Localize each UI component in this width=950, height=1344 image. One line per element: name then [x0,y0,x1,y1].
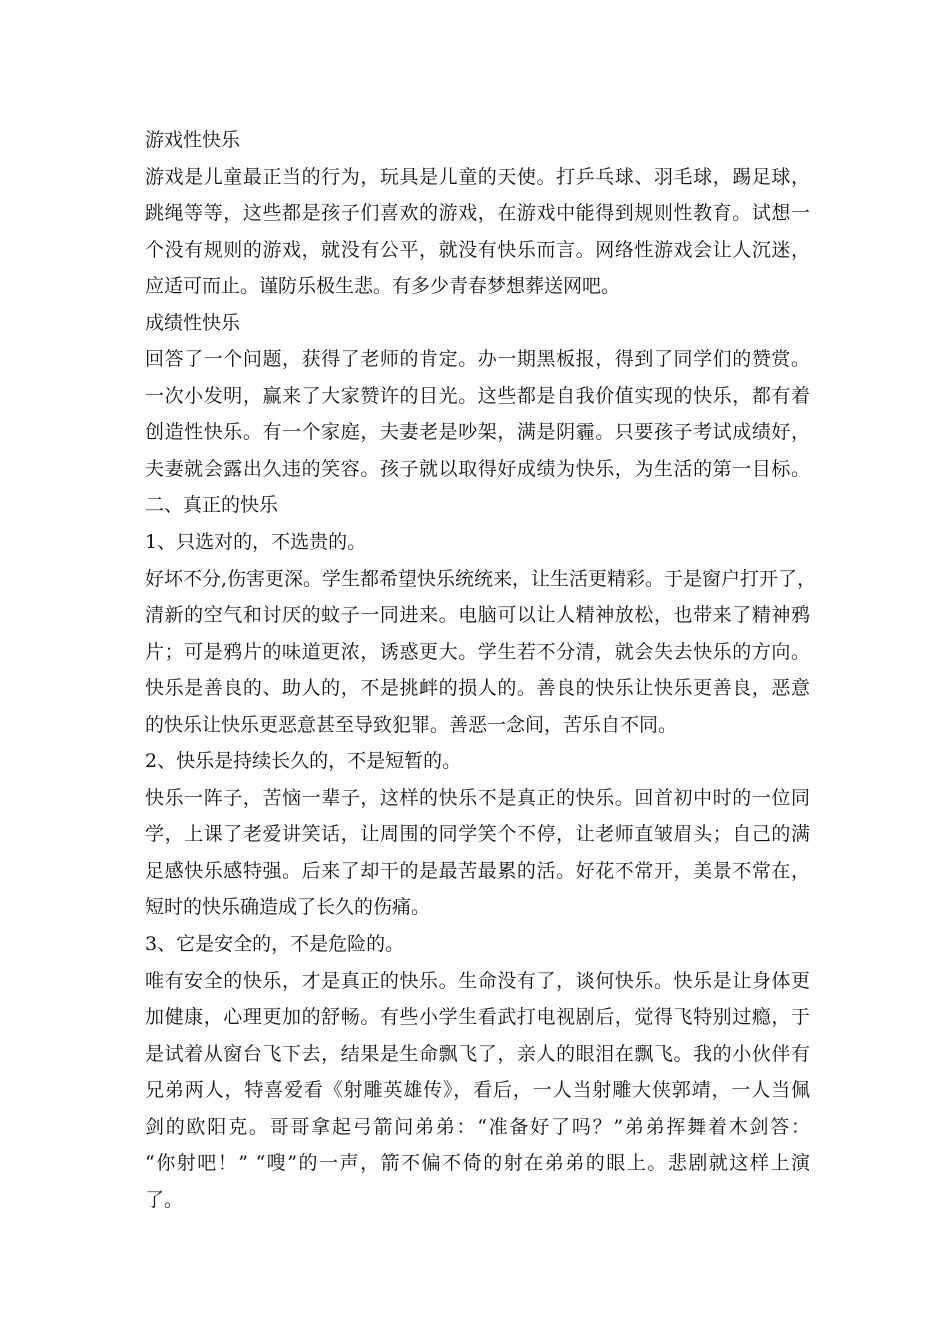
text-line: 游戏是儿童最正当的行为，玩具是儿童的天使。打乒乓球、羽毛球，踢足球， [145,165,810,188]
text-line: 快乐一阵子，苦恼一辈子，这样的快乐不是真正的快乐。回首初中时的一位同 [145,786,810,809]
text-line: 3、它是安全的，不是危险的。 [145,933,405,956]
text-line: 回答了一个问题，获得了老师的肯定。办一期黑板报，得到了同学们的赞赏。 [145,348,810,371]
text-line: 跳绳等等，这些都是孩子们喜欢的游戏，在游戏中能得到规则性教育。试想一 [145,202,810,225]
text-line: 游戏性快乐 [145,129,241,151]
text-line: 加健康，心理更加的舒畅。有些小学生看武打电视剧后，觉得飞特别过瘾，于 [145,1006,810,1029]
text-line: 快乐是善良的、助人的，不是挑衅的损人的。善良的快乐让快乐更善良，恶意 [145,677,810,700]
text-line: 清新的空气和讨厌的蚊子一同进来。电脑可以让人精神放松，也带来了精神鸦 [145,604,810,627]
text-line: 足感快乐感特强。后来了却干的是最苦最累的活。好花不常开，美景不常在， [145,859,810,882]
text-line: 应适可而止。谨防乐极生悲。有多少青春梦想葬送网吧。 [145,275,621,298]
document-body [145,122,817,1218]
text-line: 兄弟两人，特喜爱看《射雕英雄传》，看后，一人当射雕大侠郭靖，一人当佩 [145,1079,810,1102]
text-line: 1、只选对的，不选贵的。 [145,531,367,554]
text-line: 短时的快乐确造成了长久的伤痛。 [145,896,431,919]
text-line: 二、真正的快乐 [145,494,279,517]
text-line: 创造性快乐。有一个家庭，夫妻老是吵架，满是阴霾。只要孩子考试成绩好， [145,421,810,444]
text-line: 了。 [145,1188,184,1211]
text-line: 好坏不分,伤害更深。学生都希望快乐统统来，让生活更精彩。于是窗户打开了， [145,567,817,590]
text-line: 片；可是鸦片的味道更浓，诱惑更大。学生若不分清，就会失去快乐的方向。 [145,640,810,663]
text-line: 学，上课了老爱讲笑话，让周围的同学笑个不停，让老师直皱眉头；自己的满 [145,823,810,846]
text-line: 剑的欧阳克。哥哥拿起弓箭问弟弟：“准备好了吗？”弟弟挥舞着木剑答： [145,1115,810,1138]
text-line: 的快乐让快乐更恶意甚至导致犯罪。善恶一念间，苦乐自不同。 [145,713,678,736]
text-line: 唯有安全的快乐，才是真正的快乐。生命没有了，谈何快乐。快乐是让身体更 [145,969,810,992]
text-line: 个没有规则的游戏，就没有公平，就没有快乐而言。网络性游戏会让人沉迷， [145,238,810,261]
text-line: 成绩性快乐 [145,311,241,334]
text-line: 一次小发明，赢来了大家赞许的目光。这些都是自我价值实现的快乐，都有着 [145,384,810,407]
text-line: 夫妻就会露出久违的笑容。孩子就以取得好成绩为快乐，为生活的第一目标。 [145,457,810,480]
text-line: “你射吧！” “嗖”的一声，箭不偏不倚的射在弟弟的眼上。悲剧就这样上演 [145,1152,810,1175]
text-line: 是试着从窗台飞下去，结果是生命飘飞了，亲人的眼泪在飘飞。我的小伙伴有 [145,1042,810,1065]
text-line: 2、快乐是持续长久的，不是短暂的。 [145,750,462,773]
